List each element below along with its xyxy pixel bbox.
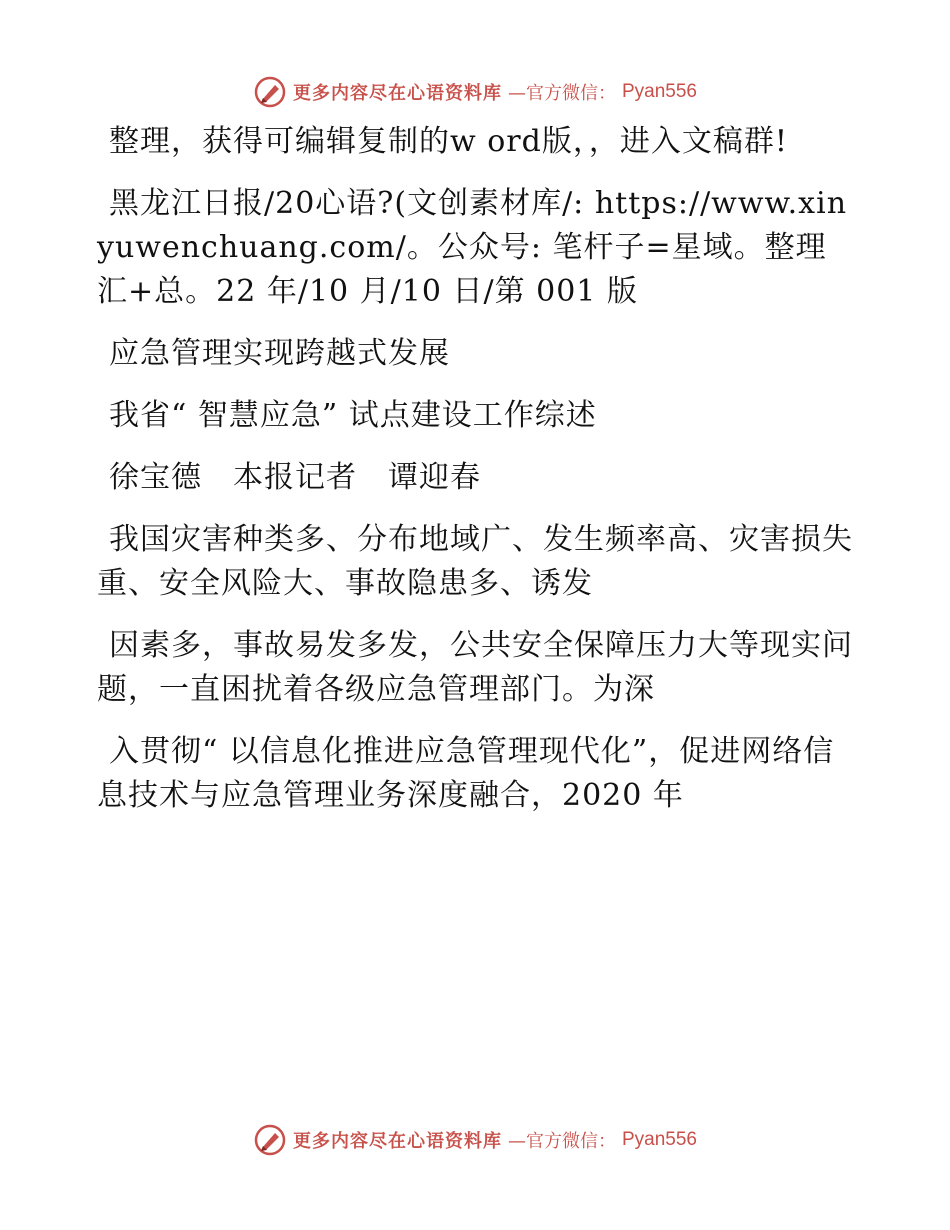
paragraph-body-2: 因素多，事故易发多发，公共安全保障压力大等现实问题，一直困扰着各级应急管理部门。为深	[97, 628, 853, 707]
pen-logo-icon	[253, 1123, 287, 1157]
watermark-title: 更多内容尽在心语资料库	[292, 1131, 502, 1152]
pen-logo-icon	[253, 75, 287, 109]
paragraph-source: 黑龙江日报/20心语?(文创素材库/: https://www.xinyuwenchuang.com/。公众号: 笔杆子=星域。整理汇+总。22 年/10 月/10 日/第 001 版	[97, 186, 848, 309]
watermark-wechat-id: Pyan556	[621, 1129, 697, 1150]
watermark-label: —官方微信：	[507, 1131, 616, 1152]
watermark-wechat-id: Pyan556	[621, 81, 697, 102]
document-body	[97, 120, 857, 836]
article-title: 应急管理实现跨越式发展	[109, 336, 450, 371]
watermark-header	[0, 72, 950, 112]
paragraph-body-1: 我国灾害种类多、分布地域广、发生频率高、灾害损失重、安全风险大、事故隐患多、诱发	[97, 522, 853, 601]
article-subtitle: 我省“ 智慧应急” 试点建设工作综述	[109, 398, 597, 433]
watermark-footer	[0, 1120, 950, 1160]
watermark-title: 更多内容尽在心语资料库	[292, 83, 502, 104]
watermark-label: —官方微信：	[507, 83, 616, 104]
article-byline: 徐宝德 本报记者 谭迎春	[109, 460, 481, 495]
paragraph-body-3: 入贯彻“ 以信息化推进应急管理现代化”，促进网络信息技术与应急管理业务深度融合，2020 年	[97, 734, 835, 813]
paragraph-intro: 整理，获得可编辑复制的w ord版，，进入文稿群!	[109, 124, 788, 159]
